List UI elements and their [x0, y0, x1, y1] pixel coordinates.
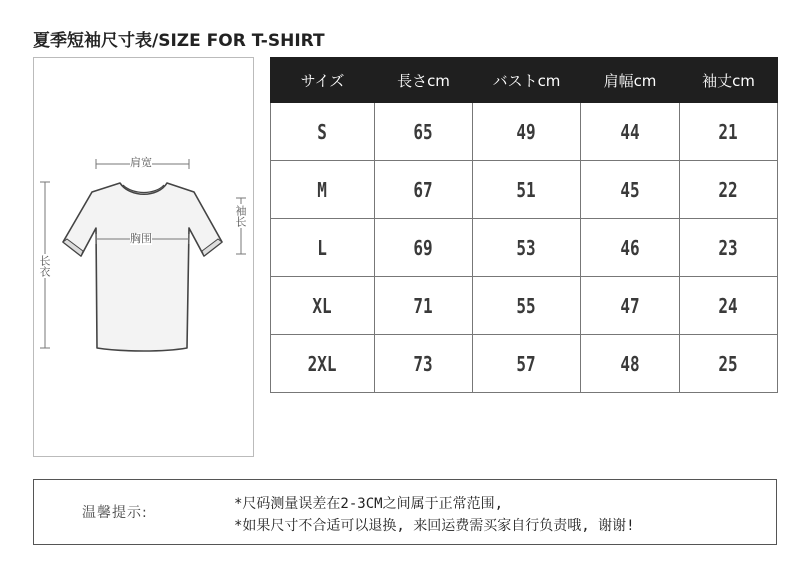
shoulder-cell: 44: [581, 103, 680, 161]
sleeve-cell: 24: [680, 277, 778, 335]
bust-cell: 51: [473, 161, 581, 219]
bust-cell: 53: [473, 219, 581, 277]
table-row: [271, 161, 778, 219]
table-row: [271, 103, 778, 161]
sleeve-cell: 23: [680, 219, 778, 277]
shoulder-cell: 47: [581, 277, 680, 335]
header-sleeve: 袖丈cm: [680, 58, 778, 103]
tshirt-illustration: [34, 58, 255, 458]
notice-line-return-policy: *如果尺寸不合适可以退换, 来回运费需买家自行负责哦, 谢谢!: [234, 518, 635, 534]
page-title: 夏季短袖尺寸表/SIZE FOR T-SHIRT: [33, 31, 325, 51]
header-shoulder: 肩幅cm: [581, 58, 680, 103]
bust-cell: 49: [473, 103, 581, 161]
chest-label: 胸围: [130, 232, 152, 245]
length-cell: 71: [375, 277, 473, 335]
size-cell: L: [271, 219, 375, 277]
bust-cell: 57: [473, 335, 581, 393]
notice-box: [33, 479, 777, 545]
sleeve-cell: 25: [680, 335, 778, 393]
tshirt-measurement-diagram: [33, 57, 254, 457]
header-size: サイズ: [271, 58, 375, 103]
size-table: [270, 57, 778, 393]
header-bust: バストcm: [473, 58, 581, 103]
size-cell: M: [271, 161, 375, 219]
shoulder-width-label: 肩宽: [130, 156, 152, 169]
sleeve-length-label: 袖长: [234, 205, 247, 227]
shoulder-cell: 45: [581, 161, 680, 219]
length-cell: 73: [375, 335, 473, 393]
length-cell: 69: [375, 219, 473, 277]
size-cell: S: [271, 103, 375, 161]
sleeve-cell: 21: [680, 103, 778, 161]
shoulder-cell: 46: [581, 219, 680, 277]
table-row: [271, 335, 778, 393]
bust-cell: 55: [473, 277, 581, 335]
body-length-label: 长衣: [38, 255, 51, 277]
shoulder-cell: 48: [581, 335, 680, 393]
length-cell: 67: [375, 161, 473, 219]
table-row: [271, 277, 778, 335]
notice-label: 温馨提示:: [82, 505, 148, 521]
size-table-header: [271, 58, 778, 103]
header-length: 長さcm: [375, 58, 473, 103]
length-cell: 65: [375, 103, 473, 161]
table-row: [271, 219, 778, 277]
size-cell: XL: [271, 277, 375, 335]
notice-line-measurement-error: *尺码测量误差在2-3CM之间属于正常范围,: [234, 496, 504, 512]
size-cell: 2XL: [271, 335, 375, 393]
sleeve-cell: 22: [680, 161, 778, 219]
